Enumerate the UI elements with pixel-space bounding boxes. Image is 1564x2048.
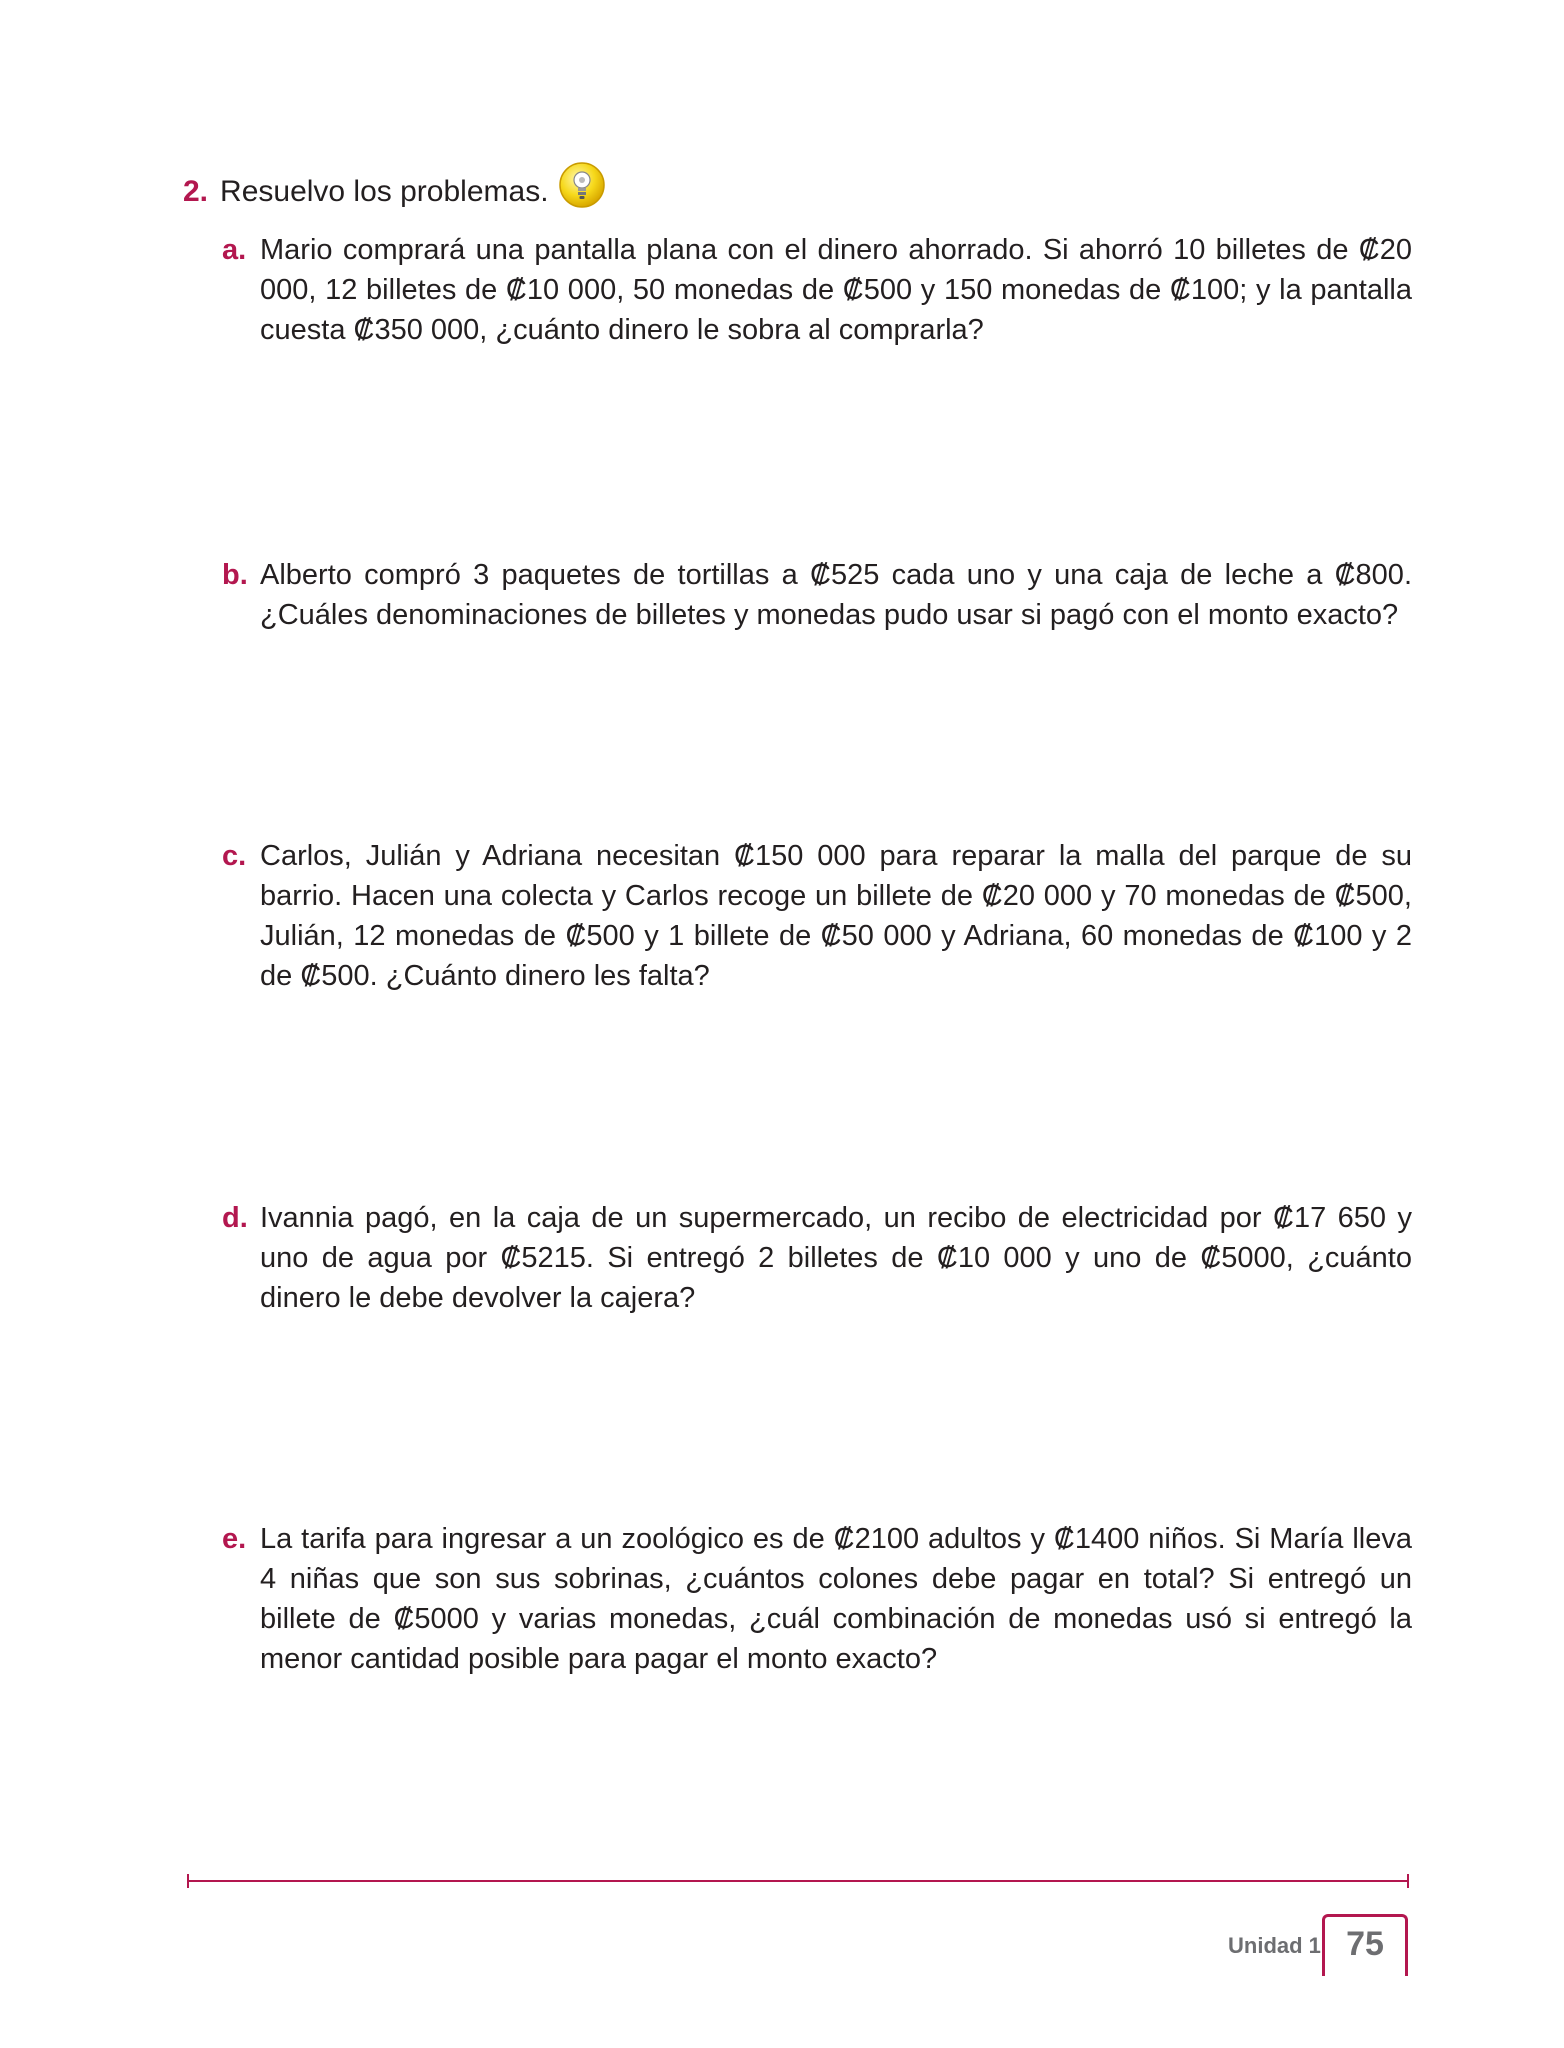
footer-divider [187, 1880, 1409, 1882]
problem-d [222, 1198, 1412, 1318]
page-number: 75 [1346, 1925, 1384, 1963]
problem-text: Mario comprará una pantalla plana con el dinero ahorrado. Si ahorró 10 billetes de ₡20 000, 12 billetes de ₡10 000, 50 monedas de ₡500 y 150 monedas de ₡100; y la pantalla cuesta ₡350 000, ¿cuánto dinero le sobra al comprarla? [260, 234, 1412, 346]
problem-letter: e. [222, 1523, 247, 1555]
problem-letter: d. [222, 1202, 248, 1234]
problem-c [222, 836, 1412, 996]
problem-a [222, 230, 1412, 350]
problem-letter: a. [222, 234, 247, 266]
page-number-box [1322, 1914, 1408, 1976]
problem-e [222, 1519, 1412, 1679]
section-title: Resuelvo los problemas. [220, 175, 549, 208]
problem-letter: b. [222, 559, 248, 591]
problem-letter: c. [222, 840, 247, 872]
lightbulb-icon [557, 160, 607, 210]
unit-label: Unidad 1 [1228, 1933, 1321, 1958]
problem-text: Ivannia pagó, en la caja de un supermercado, un recibo de electricidad por ₡17 650 y uno de agua por ₡5215. Si entregó 2 billetes de ₡10 000 y uno de ₡5000, ¿cuánto dinero le debe devolver la cajera? [260, 1202, 1412, 1314]
section-heading [183, 172, 607, 212]
problem-b [222, 555, 1412, 635]
problem-text: Carlos, Julián y Adriana necesitan ₡150 000 para reparar la malla del parque de su barrio. Hacen una colecta y Carlos recoge un billete de ₡20 000 y 70 monedas de ₡500, Julián, 12 monedas de ₡500 y 1 billete de ₡50 000 y Adriana, 60 monedas de ₡100 y 2 de ₡500. ¿Cuánto dinero les falta? [260, 840, 1412, 992]
problem-text: Alberto compró 3 paquetes de tortillas a ₡525 cada uno y una caja de leche a ₡800. ¿Cuáles denominaciones de billetes y monedas pudo usar si pagó con el monto exacto? [260, 559, 1412, 631]
problem-text: La tarifa para ingresar a un zoológico es de ₡2100 adultos y ₡1400 niños. Si María lleva 4 niñas que son sus sobrinas, ¿cuántos colones debe pagar en total? Si entregó un billete de ₡5000 y varias monedas, ¿cuál combinación de monedas usó si entregó la menor cantidad posible para pagar el monto exacto? [260, 1523, 1412, 1675]
section-number: 2. [183, 175, 209, 208]
